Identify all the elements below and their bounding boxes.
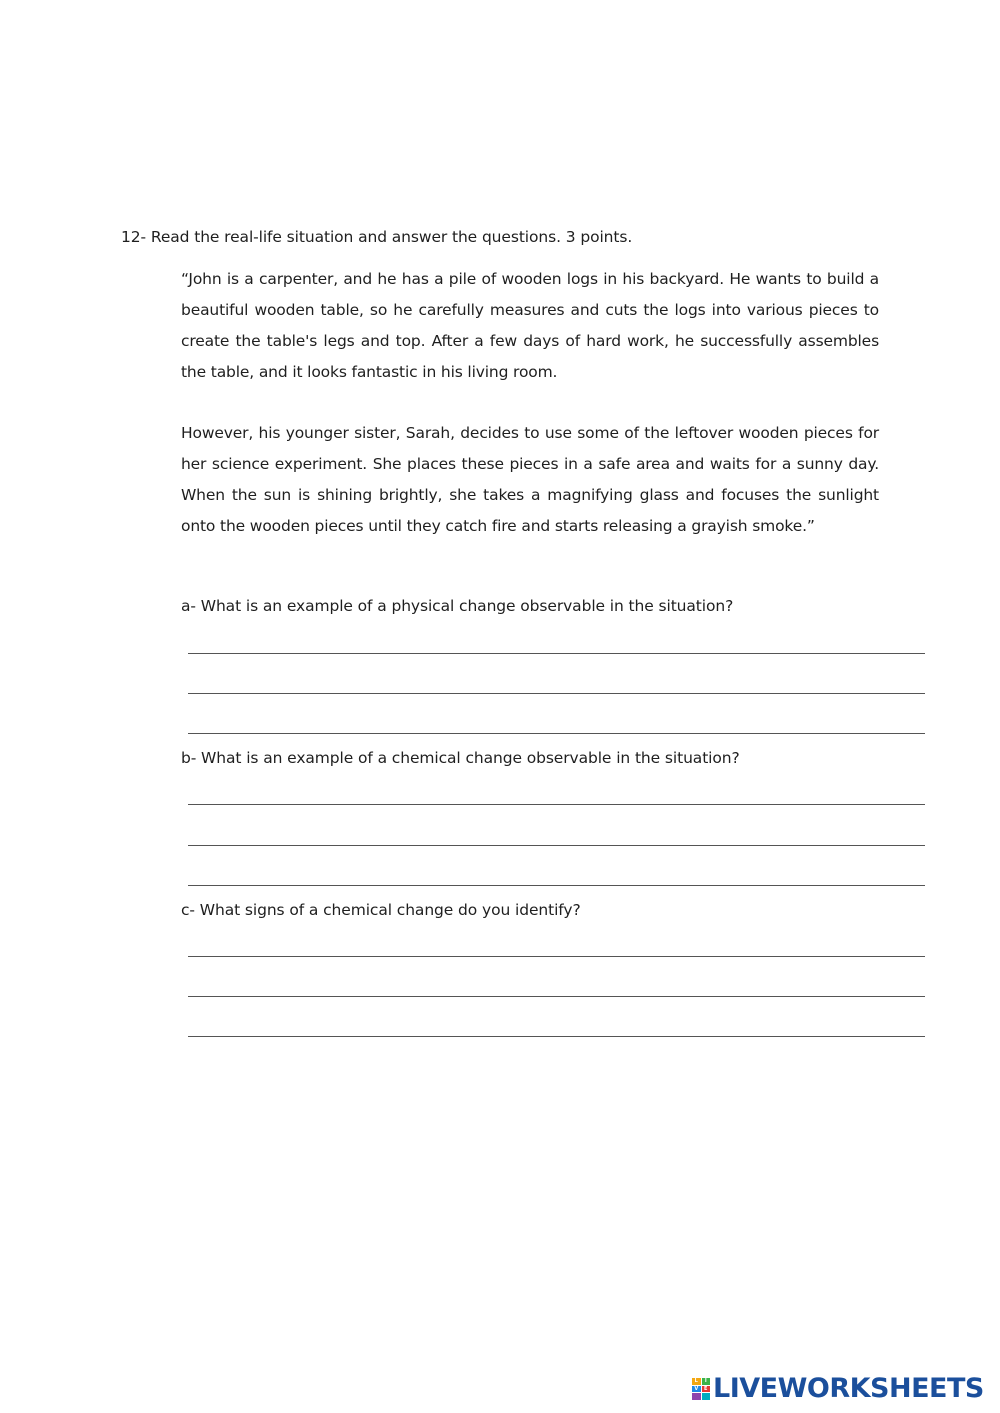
logo-tile: I: [702, 1378, 711, 1385]
logo-tile: [702, 1393, 711, 1400]
logo-tile: E: [702, 1386, 711, 1393]
question-c: c- What signs of a chemical change do you identify?: [181, 901, 581, 919]
answer-line-b3[interactable]: [188, 885, 925, 886]
logo-wordmark: LIVEWORKSHEETS: [713, 1373, 984, 1404]
logo-tile: [692, 1393, 701, 1400]
exercise-heading: 12- Read the real-life situation and answer the questions. 3 points.: [121, 228, 633, 246]
passage-paragraph-2: However, his younger sister, Sarah, decides to use some of the leftover wooden pieces for her science experiment. She places these pieces in a safe area and waits for a sunny day. When the sun is shining brightly, she takes a magnifying glass and focuses the sunlight onto the wooden pieces until they catch fire and starts releasing a grayish smoke.”: [181, 424, 879, 535]
logo-tile: L: [692, 1378, 701, 1385]
answer-line-a2[interactable]: [188, 693, 925, 694]
answer-line-b1[interactable]: [188, 804, 925, 805]
answer-line-c1[interactable]: [188, 956, 925, 957]
answer-line-a1[interactable]: [188, 653, 925, 654]
answer-line-c3[interactable]: [188, 1036, 925, 1037]
answer-line-b2[interactable]: [188, 845, 925, 846]
passage-paragraph-1: “John is a carpenter, and he has a pile of wooden logs in his backyard. He wants to build a beautiful wooden table, so he carefully measures and cuts the logs into various pieces to create the table's legs and top. After a few days of hard work, he successfully assembles the table, and it looks fantastic in his living room.: [181, 270, 879, 381]
answer-line-a3[interactable]: [188, 733, 925, 734]
question-a: a- What is an example of a physical change observable in the situation?: [181, 597, 734, 615]
question-b: b- What is an example of a chemical change observable in the situation?: [181, 749, 740, 767]
liveworksheets-logo: [692, 1374, 984, 1404]
answer-line-c2[interactable]: [188, 996, 925, 997]
logo-tiles-icon: [692, 1378, 710, 1400]
logo-tile: V: [692, 1386, 701, 1393]
